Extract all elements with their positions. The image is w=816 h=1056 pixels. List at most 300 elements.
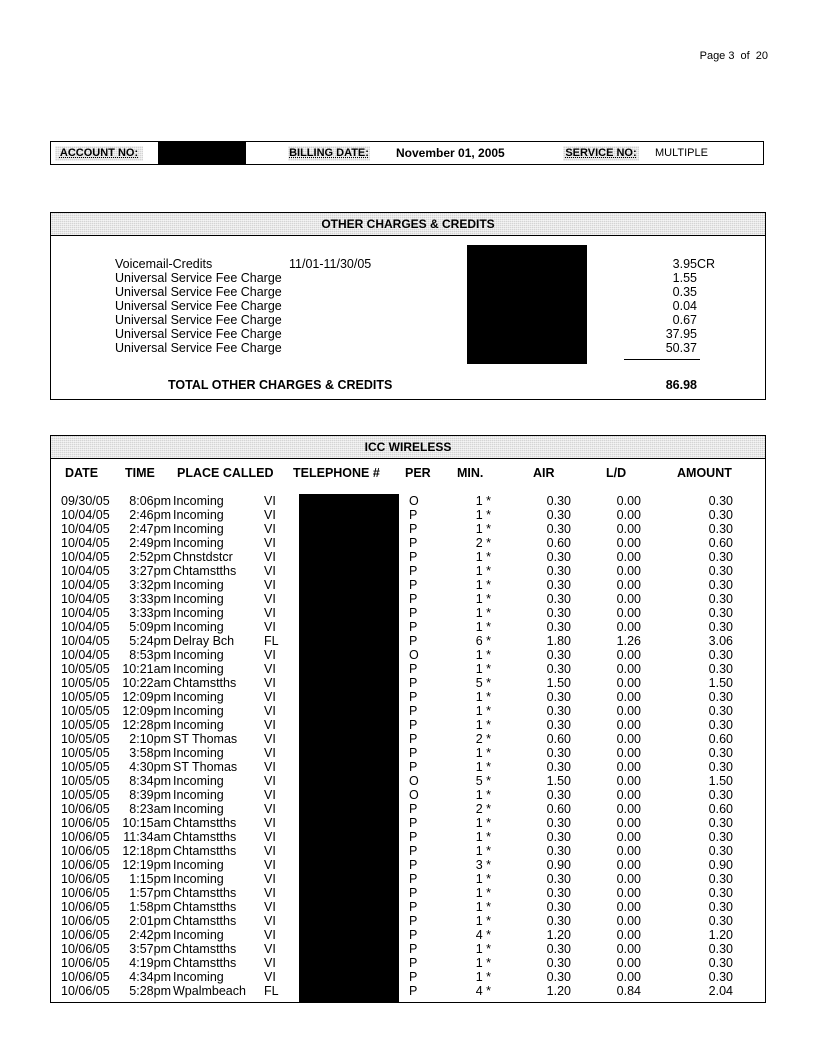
call-date: 10/06/05 (61, 970, 110, 984)
place-called: Incoming (173, 802, 224, 816)
rate-period: P (409, 746, 418, 760)
long-distance-charge: 0.00 (616, 508, 641, 522)
place-called: Chtamstths (173, 942, 237, 956)
place-called: Chtamstths (173, 844, 237, 858)
charge-amount: 0.04 (672, 299, 697, 313)
place-state: FL (264, 634, 279, 648)
call-time: 2:01pm (129, 914, 171, 928)
call-date: 10/06/05 (61, 844, 110, 858)
place-called: Chtamstths (173, 886, 237, 900)
place-state: VI (264, 606, 276, 620)
minutes: 1 * (475, 564, 491, 578)
charge-amount-cell (635, 327, 715, 341)
place-called: Incoming (173, 648, 224, 662)
minutes: 1 * (475, 662, 491, 676)
place-state: VI (264, 690, 276, 704)
place-state: VI (264, 494, 276, 508)
air-charge: 0.30 (546, 648, 571, 662)
call-amount: 0.30 (708, 648, 733, 662)
air-charge: 1.20 (546, 928, 571, 942)
air-charge: 0.30 (546, 620, 571, 634)
place-state: VI (264, 844, 276, 858)
rate-period: P (409, 508, 418, 522)
air-charge: 0.30 (546, 816, 571, 830)
place-state: VI (264, 816, 276, 830)
minutes: 1 * (475, 788, 491, 802)
rate-period: P (409, 676, 418, 690)
service-no-label: SERVICE NO: (563, 146, 639, 161)
rate-period: P (409, 984, 418, 998)
other-charge-row (115, 299, 715, 313)
minutes: 3 * (475, 858, 491, 872)
charge-amount-cell (635, 285, 715, 299)
minutes: 1 * (475, 816, 491, 830)
air-charge: 1.20 (546, 984, 571, 998)
call-row (51, 564, 767, 578)
air-charge: 0.30 (546, 564, 571, 578)
call-row (51, 942, 767, 956)
call-row (51, 956, 767, 970)
call-time: 2:49pm (129, 536, 171, 550)
place-called: Chtamstths (173, 816, 237, 830)
call-date: 10/04/05 (61, 508, 110, 522)
call-time: 10:15am (122, 816, 171, 830)
call-row (51, 830, 767, 844)
call-row (51, 914, 767, 928)
call-time: 5:28pm (129, 984, 171, 998)
place-state: VI (264, 522, 276, 536)
call-row (51, 788, 767, 802)
rate-period: P (409, 816, 418, 830)
place-called: Incoming (173, 858, 224, 872)
call-row (51, 774, 767, 788)
col-header-amount: AMOUNT (677, 466, 732, 480)
charge-description: Universal Service Fee Charge (115, 299, 282, 313)
call-row (51, 494, 767, 508)
call-time: 1:15pm (129, 872, 171, 886)
call-amount: 0.30 (708, 592, 733, 606)
other-charge-row (115, 257, 715, 271)
air-charge: 0.30 (546, 494, 571, 508)
call-row (51, 662, 767, 676)
col-header-ld: L/D (606, 466, 627, 480)
long-distance-charge: 0.00 (616, 774, 641, 788)
rate-period: O (409, 648, 419, 662)
call-date: 10/05/05 (61, 690, 110, 704)
air-charge: 0.30 (546, 592, 571, 606)
call-row (51, 508, 767, 522)
rate-period: O (409, 788, 419, 802)
rate-period: P (409, 564, 418, 578)
place-state: VI (264, 802, 276, 816)
rate-period: P (409, 718, 418, 732)
long-distance-charge: 0.00 (616, 690, 641, 704)
call-time: 8:23am (129, 802, 171, 816)
rate-period: P (409, 970, 418, 984)
call-row (51, 620, 767, 634)
place-called: Incoming (173, 704, 224, 718)
minutes: 1 * (475, 494, 491, 508)
rate-period: P (409, 914, 418, 928)
air-charge: 0.30 (546, 662, 571, 676)
call-time: 3:58pm (129, 746, 171, 760)
call-time: 1:57pm (129, 886, 171, 900)
minutes: 1 * (475, 648, 491, 662)
call-row (51, 592, 767, 606)
service-no-value: MULTIPLE (655, 147, 708, 159)
call-date: 09/30/05 (61, 494, 110, 508)
rate-period: P (409, 942, 418, 956)
call-date: 10/06/05 (61, 886, 110, 900)
rate-period: P (409, 536, 418, 550)
call-date: 10/05/05 (61, 774, 110, 788)
call-date: 10/04/05 (61, 522, 110, 536)
place-state: VI (264, 550, 276, 564)
call-date: 10/05/05 (61, 718, 110, 732)
air-charge: 0.30 (546, 914, 571, 928)
call-row (51, 606, 767, 620)
call-row (51, 690, 767, 704)
call-amount: 0.30 (708, 508, 733, 522)
call-time: 12:19pm (122, 858, 171, 872)
minutes: 1 * (475, 508, 491, 522)
subtotal-rule (624, 359, 700, 360)
place-called: Incoming (173, 522, 224, 536)
minutes: 1 * (475, 746, 491, 760)
place-state: VI (264, 592, 276, 606)
place-called: Chtamstths (173, 956, 237, 970)
minutes: 1 * (475, 550, 491, 564)
rate-period: P (409, 662, 418, 676)
place-called: Wpalmbeach (173, 984, 246, 998)
call-date: 10/04/05 (61, 536, 110, 550)
long-distance-charge: 0.00 (616, 578, 641, 592)
icc-wireless-panel (50, 435, 766, 1003)
call-time: 8:53pm (129, 648, 171, 662)
call-time: 10:21am (122, 662, 171, 676)
air-charge: 0.30 (546, 872, 571, 886)
air-charge: 0.60 (546, 732, 571, 746)
place-state: VI (264, 872, 276, 886)
long-distance-charge: 0.00 (616, 564, 641, 578)
other-charges-total-value: 86.98 (665, 378, 697, 392)
minutes: 1 * (475, 690, 491, 704)
place-state: VI (264, 536, 276, 550)
place-called: Incoming (173, 746, 224, 760)
place-state: VI (264, 900, 276, 914)
page-number (697, 50, 768, 62)
long-distance-charge: 0.00 (616, 718, 641, 732)
air-charge: 1.50 (546, 774, 571, 788)
air-charge: 0.30 (546, 522, 571, 536)
minutes: 1 * (475, 606, 491, 620)
long-distance-charge: 0.00 (616, 858, 641, 872)
call-time: 8:34pm (129, 774, 171, 788)
minutes: 5 * (475, 676, 491, 690)
air-charge: 0.30 (546, 606, 571, 620)
place-state: VI (264, 676, 276, 690)
rate-period: P (409, 606, 418, 620)
icc-wireless-title: ICC WIRELESS (51, 436, 765, 459)
page-label: Page (699, 50, 726, 62)
rate-period: P (409, 704, 418, 718)
call-amount: 0.30 (708, 690, 733, 704)
call-amount: 2.04 (708, 984, 733, 998)
air-charge: 0.30 (546, 690, 571, 704)
air-charge: 0.30 (546, 578, 571, 592)
other-charge-row (115, 313, 715, 327)
place-called: Incoming (173, 494, 224, 508)
place-called: Chnstdstcr (173, 550, 233, 564)
air-charge: 0.60 (546, 802, 571, 816)
call-date: 10/04/05 (61, 620, 110, 634)
charge-description: Universal Service Fee Charge (115, 285, 282, 299)
billing-date-value: November 01, 2005 (396, 146, 505, 160)
minutes: 5 * (475, 774, 491, 788)
air-charge: 0.90 (546, 858, 571, 872)
rate-period: P (409, 928, 418, 942)
page-total: 20 (755, 50, 768, 62)
call-date: 10/04/05 (61, 550, 110, 564)
minutes: 1 * (475, 620, 491, 634)
charge-credit-suffix: CR (697, 257, 716, 271)
rate-period: P (409, 522, 418, 536)
charge-amount-cell (635, 257, 715, 271)
long-distance-charge: 0.00 (616, 606, 641, 620)
place-state: VI (264, 970, 276, 984)
charge-amount: 0.67 (672, 313, 697, 327)
call-amount: 0.30 (708, 788, 733, 802)
place-called: Incoming (173, 872, 224, 886)
long-distance-charge: 0.00 (616, 956, 641, 970)
air-charge: 1.80 (546, 634, 571, 648)
call-amount: 0.30 (708, 578, 733, 592)
call-row (51, 648, 767, 662)
place-state: VI (264, 732, 276, 746)
minutes: 6 * (475, 634, 491, 648)
long-distance-charge: 0.00 (616, 970, 641, 984)
call-date: 10/05/05 (61, 732, 110, 746)
call-amount: 0.60 (708, 536, 733, 550)
place-called: Incoming (173, 592, 224, 606)
call-date: 10/04/05 (61, 606, 110, 620)
long-distance-charge: 0.00 (616, 872, 641, 886)
other-charges-total-label: TOTAL OTHER CHARGES & CREDITS (168, 378, 393, 392)
rate-period: P (409, 690, 418, 704)
call-row (51, 970, 767, 984)
call-amount: 0.30 (708, 872, 733, 886)
call-time: 12:09pm (122, 704, 171, 718)
call-row (51, 732, 767, 746)
long-distance-charge: 0.00 (616, 662, 641, 676)
call-amount: 0.30 (708, 662, 733, 676)
call-amount: 0.30 (708, 760, 733, 774)
minutes: 2 * (475, 536, 491, 550)
minutes: 4 * (475, 928, 491, 942)
call-row (51, 550, 767, 564)
call-date: 10/06/05 (61, 816, 110, 830)
long-distance-charge: 1.26 (616, 634, 641, 648)
call-time: 3:33pm (129, 592, 171, 606)
rate-period: P (409, 760, 418, 774)
page-current: 3 (728, 50, 735, 62)
call-amount: 0.30 (708, 718, 733, 732)
rate-period: P (409, 858, 418, 872)
col-header-air: AIR (533, 466, 555, 480)
call-time: 3:57pm (129, 942, 171, 956)
other-charge-row (115, 341, 715, 355)
rate-period: P (409, 592, 418, 606)
place-called: Incoming (173, 606, 224, 620)
long-distance-charge: 0.84 (616, 984, 641, 998)
air-charge: 0.30 (546, 956, 571, 970)
col-header-telephone: TELEPHONE # (293, 466, 380, 480)
rate-period: P (409, 578, 418, 592)
call-date: 10/06/05 (61, 984, 110, 998)
call-date: 10/04/05 (61, 648, 110, 662)
call-date: 10/04/05 (61, 592, 110, 606)
charge-amount-cell (635, 271, 715, 285)
minutes: 1 * (475, 956, 491, 970)
minutes: 1 * (475, 970, 491, 984)
charge-amount: 1.55 (672, 271, 697, 285)
minutes: 1 * (475, 760, 491, 774)
place-called: Chtamstths (173, 914, 237, 928)
air-charge: 0.30 (546, 886, 571, 900)
call-amount: 0.30 (708, 494, 733, 508)
rate-period: P (409, 956, 418, 970)
air-charge: 0.30 (546, 788, 571, 802)
call-time: 3:27pm (129, 564, 171, 578)
other-charges-list (115, 257, 715, 355)
call-row (51, 802, 767, 816)
place-state: VI (264, 774, 276, 788)
call-row (51, 900, 767, 914)
place-state: VI (264, 718, 276, 732)
call-amount: 0.30 (708, 956, 733, 970)
charge-amount: 0.35 (672, 285, 697, 299)
place-called: Chtamstths (173, 830, 237, 844)
charge-description: Universal Service Fee Charge (115, 271, 282, 285)
place-state: VI (264, 788, 276, 802)
place-state: VI (264, 578, 276, 592)
charge-amount: 3.95 (672, 257, 697, 271)
call-amount: 1.50 (708, 676, 733, 690)
place-called: ST Thomas (173, 760, 238, 774)
call-time: 12:09pm (122, 690, 171, 704)
call-date: 10/05/05 (61, 760, 110, 774)
air-charge: 0.60 (546, 536, 571, 550)
place-called: Incoming (173, 718, 224, 732)
place-state: VI (264, 508, 276, 522)
other-charges-title: OTHER CHARGES & CREDITS (51, 213, 765, 236)
call-row (51, 522, 767, 536)
air-charge: 0.30 (546, 844, 571, 858)
long-distance-charge: 0.00 (616, 830, 641, 844)
charge-description: Universal Service Fee Charge (115, 313, 282, 327)
call-date: 10/05/05 (61, 788, 110, 802)
air-charge: 0.30 (546, 550, 571, 564)
long-distance-charge: 0.00 (616, 746, 641, 760)
call-date: 10/06/05 (61, 858, 110, 872)
other-charges-panel (50, 212, 766, 400)
call-amount: 0.30 (708, 942, 733, 956)
call-row (51, 746, 767, 760)
place-state: VI (264, 886, 276, 900)
long-distance-charge: 0.00 (616, 648, 641, 662)
rate-period: P (409, 802, 418, 816)
charge-amount-cell (635, 341, 715, 355)
col-header-date: DATE (65, 466, 99, 480)
account-header-bar (50, 141, 764, 165)
page-of: of (740, 50, 750, 62)
call-time: 2:46pm (129, 508, 171, 522)
long-distance-charge: 0.00 (616, 900, 641, 914)
long-distance-charge: 0.00 (616, 760, 641, 774)
call-date: 10/05/05 (61, 704, 110, 718)
long-distance-charge: 0.00 (616, 886, 641, 900)
rate-period: O (409, 774, 419, 788)
rate-period: P (409, 620, 418, 634)
call-amount: 1.20 (708, 928, 733, 942)
call-time: 2:42pm (129, 928, 171, 942)
place-state: VI (264, 648, 276, 662)
call-amount: 0.30 (708, 914, 733, 928)
call-date: 10/06/05 (61, 956, 110, 970)
call-time: 4:30pm (129, 760, 171, 774)
minutes: 1 * (475, 942, 491, 956)
col-header-min: MIN. (457, 466, 484, 480)
call-row (51, 634, 767, 648)
minutes: 1 * (475, 830, 491, 844)
place-called: Incoming (173, 536, 224, 550)
rate-period: P (409, 830, 418, 844)
call-amount: 0.30 (708, 816, 733, 830)
call-amount: 0.30 (708, 844, 733, 858)
call-time: 10:22am (122, 676, 171, 690)
call-row (51, 858, 767, 872)
place-called: Incoming (173, 508, 224, 522)
call-row (51, 984, 767, 998)
call-row (51, 872, 767, 886)
call-time: 2:10pm (129, 732, 171, 746)
rate-period: P (409, 886, 418, 900)
place-state: VI (264, 956, 276, 970)
billing-date-label: BILLING DATE: (289, 147, 369, 159)
air-charge: 0.30 (546, 970, 571, 984)
call-amount: 1.50 (708, 774, 733, 788)
place-called: Incoming (173, 662, 224, 676)
air-charge: 0.30 (546, 830, 571, 844)
call-row (51, 704, 767, 718)
call-row (51, 844, 767, 858)
long-distance-charge: 0.00 (616, 494, 641, 508)
call-time: 1:58pm (129, 900, 171, 914)
charge-period: 11/01-11/30/05 (289, 257, 372, 271)
charge-description: Voicemail-Credits (115, 257, 213, 271)
place-called: Incoming (173, 928, 224, 942)
call-time: 4:19pm (129, 956, 171, 970)
call-date: 10/05/05 (61, 676, 110, 690)
long-distance-charge: 0.00 (616, 676, 641, 690)
call-date: 10/04/05 (61, 578, 110, 592)
call-row (51, 760, 767, 774)
minutes: 2 * (475, 802, 491, 816)
minutes: 1 * (475, 900, 491, 914)
call-amount: 0.30 (708, 886, 733, 900)
charge-amount-cell (635, 299, 715, 313)
minutes: 1 * (475, 592, 491, 606)
